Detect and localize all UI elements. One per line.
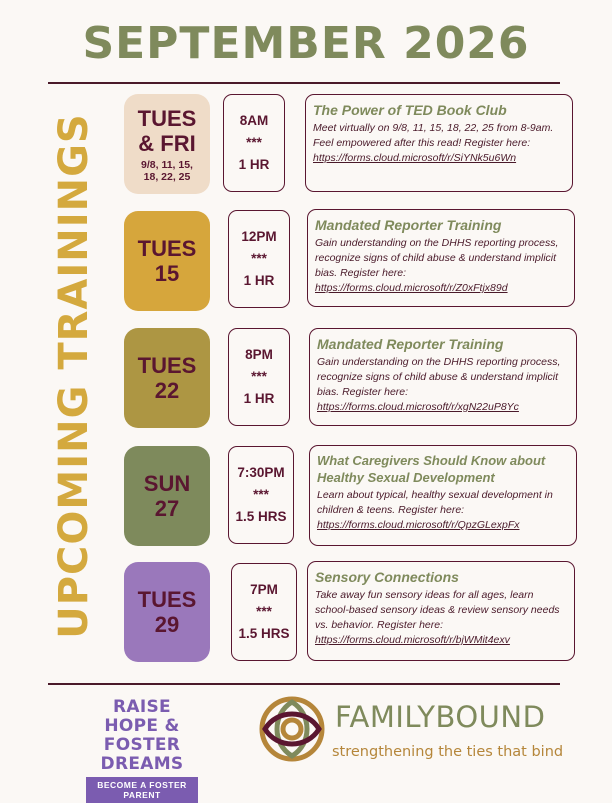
date-day: TUES bbox=[137, 236, 197, 261]
date-badge bbox=[124, 94, 210, 194]
top-divider bbox=[48, 82, 560, 84]
training-title: Mandated Reporter Training bbox=[317, 336, 504, 352]
training-description: Learn about typical, healthy sexual development in children & teens. Register here: bbox=[317, 489, 553, 516]
register-link[interactable]: https://forms.cloud.microsoft/r/Z0xFtjx89d bbox=[315, 282, 508, 294]
time-separator: *** bbox=[246, 135, 262, 150]
date-number: 29 bbox=[154, 612, 180, 637]
time-box bbox=[228, 328, 290, 426]
training-info bbox=[307, 209, 575, 307]
date-number: 27 bbox=[154, 496, 180, 521]
time-box bbox=[223, 94, 285, 192]
time-start: 8PM bbox=[245, 347, 273, 362]
training-info bbox=[309, 328, 577, 426]
register-link[interactable]: https://forms.cloud.microsoft/r/SiYNk5u6Wn bbox=[313, 152, 517, 164]
foster-logo-line2: FOSTER DREAMS bbox=[100, 735, 184, 774]
time-start: 7:30PM bbox=[237, 465, 285, 480]
training-info bbox=[307, 561, 575, 661]
register-link[interactable]: https://forms.cloud.microsoft/r/QpzGLexpFx bbox=[317, 519, 520, 531]
date-badge bbox=[124, 211, 210, 311]
side-heading: UPCOMING TRAININGS bbox=[51, 113, 97, 639]
foster-badge: BECOME A FOSTER PARENT bbox=[86, 777, 198, 803]
date-badge bbox=[124, 562, 210, 662]
time-separator: *** bbox=[251, 251, 267, 266]
date-day: TUES bbox=[137, 587, 197, 612]
foster-logo-line1: RAISE HOPE & bbox=[104, 697, 180, 736]
bottom-divider bbox=[48, 683, 560, 685]
training-title: The Power of TED Book Club bbox=[313, 102, 507, 118]
brand-tagline: strengthening the ties that bind bbox=[332, 744, 564, 760]
training-description: Meet virtually on 9/8, 11, 15, 18, 22, 25 from 8-9am. Feel empowered after this read! Register here: bbox=[313, 122, 554, 149]
training-info bbox=[305, 94, 573, 192]
training-description: Take away fun sensory ideas for all ages, learn school-based sensory ideas & review sensory needs vs. behavior. Register here: bbox=[315, 589, 560, 631]
date-day: TUES bbox=[137, 105, 197, 131]
register-link[interactable]: https://forms.cloud.microsoft/r/xgN22uP8Yc bbox=[317, 401, 519, 413]
brand-name: FAMILYBOUND bbox=[335, 700, 546, 734]
time-duration: 1.5 HRS bbox=[235, 509, 287, 524]
register-link[interactable]: https://forms.cloud.microsoft/r/bjWMit4exv bbox=[315, 634, 510, 646]
time-start: 7PM bbox=[250, 582, 278, 597]
date-number: 15 bbox=[154, 261, 180, 286]
date-number: & FRI bbox=[138, 130, 196, 156]
time-start: 8AM bbox=[239, 113, 269, 128]
training-description: Gain understanding on the DHHS reporting process, recognize signs of child abuse & understand implicit bias. Register here: bbox=[317, 356, 561, 398]
foster-logo bbox=[86, 698, 198, 803]
time-separator: *** bbox=[253, 487, 269, 502]
date-day: TUES bbox=[137, 353, 197, 378]
time-separator: *** bbox=[251, 369, 267, 384]
time-box bbox=[231, 563, 297, 661]
training-description: Gain understanding on the DHHS reporting process, recognize signs of child abuse & understand implicit bias. Register here: bbox=[315, 237, 559, 279]
time-box bbox=[228, 446, 294, 544]
time-box bbox=[228, 210, 290, 308]
date-day: SUN bbox=[143, 471, 191, 496]
date-detail: 9/8, 11, 15, 18, 22, 25 bbox=[141, 158, 193, 183]
date-badge bbox=[124, 446, 210, 546]
training-title: What Caregivers Should Know about Healthy Sexual Development bbox=[317, 453, 546, 485]
date-number: 22 bbox=[154, 378, 180, 403]
time-separator: *** bbox=[256, 604, 272, 619]
training-info bbox=[309, 445, 577, 546]
celtic-knot-icon bbox=[257, 694, 327, 764]
time-duration: 1 HR bbox=[238, 157, 270, 172]
date-badge bbox=[124, 328, 210, 428]
training-title: Mandated Reporter Training bbox=[315, 217, 502, 233]
page-title: SEPTEMBER 2026 bbox=[82, 18, 530, 69]
time-duration: 1.5 HRS bbox=[238, 626, 290, 641]
time-duration: 1 HR bbox=[243, 391, 275, 406]
time-start: 12PM bbox=[241, 229, 277, 244]
time-duration: 1 HR bbox=[243, 273, 275, 288]
training-title: Sensory Connections bbox=[315, 569, 459, 585]
